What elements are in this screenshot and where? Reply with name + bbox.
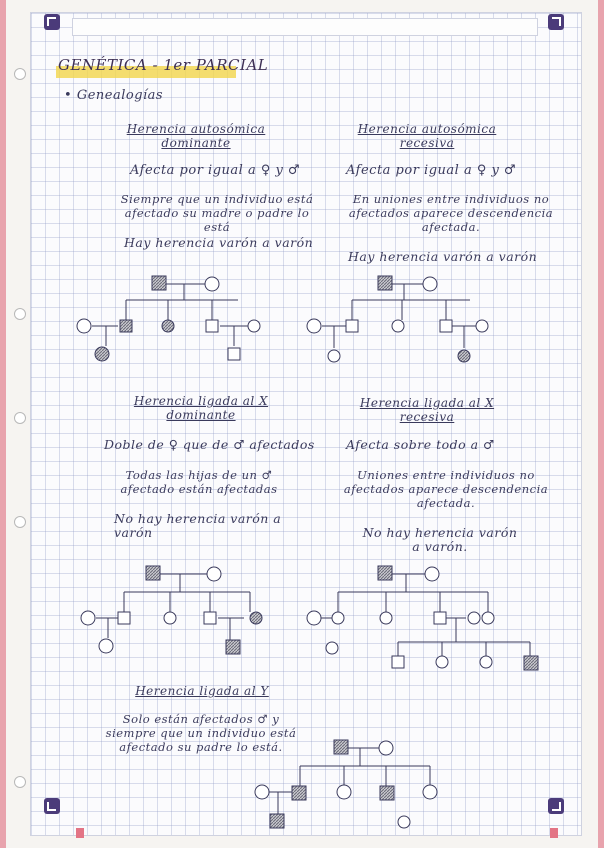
ad-line3: Hay herencia varón a varón — [124, 235, 314, 250]
xd-line2: Todas las hijas de un ♂ afectado están afectadas — [120, 468, 278, 496]
heading-autosomica-dominante: Herencia autosómica dominante — [126, 122, 266, 150]
xr-line2: Uniones entre individuos no afectados aparece descendencia afectada. — [343, 468, 549, 510]
xr-line1: Afecta sobre todo a ♂ — [346, 437, 495, 452]
pedigree-x-linked-dominant — [81, 566, 262, 654]
pedigree-y-linked — [255, 740, 437, 828]
page-title: GENÉTICA - 1er PARCIAL — [58, 56, 269, 74]
heading-autosomica-recesiva: Herencia autosómica recesiva — [357, 122, 497, 150]
ar-line1: Afecta por igual a ♀ y ♂ — [346, 163, 517, 178]
ad-line1: Afecta por igual a ♀ y ♂ — [130, 163, 301, 178]
heading-y: Herencia ligada al Y — [135, 684, 269, 698]
ar-line2: En uniones entre individuos no afectados aparece descendencia afectada. — [348, 192, 554, 234]
y-line1: Solo están afectados ♂ y siempre que un individuo está afectado su padre lo está. — [105, 712, 297, 754]
ar-line3: Hay herencia varón a varón — [348, 249, 538, 264]
heading-x-recesiva: Herencia ligada al X recesiva — [359, 396, 495, 424]
female — [205, 277, 219, 291]
pedigree-x-linked-recessive — [307, 566, 538, 670]
bullet-genealogias: • Genealogías — [64, 88, 164, 103]
xr-line3: No hay herencia varón a varón. — [362, 525, 518, 554]
bullet-label: Genealogías — [76, 88, 164, 103]
pedigree-autosomal-recessive — [307, 276, 488, 362]
heading-x-dominante: Herencia ligada al X dominante — [133, 394, 269, 422]
ad-line2: Siempre que un individuo está afectado su madre o padre lo está — [120, 192, 314, 234]
xd-line1: Doble de ♀ que de ♂ afectados — [104, 437, 315, 452]
affected-male — [152, 276, 166, 290]
xd-line3: No hay herencia varón a varón — [114, 511, 282, 540]
pedigree-autosomal-dominant — [77, 276, 260, 361]
